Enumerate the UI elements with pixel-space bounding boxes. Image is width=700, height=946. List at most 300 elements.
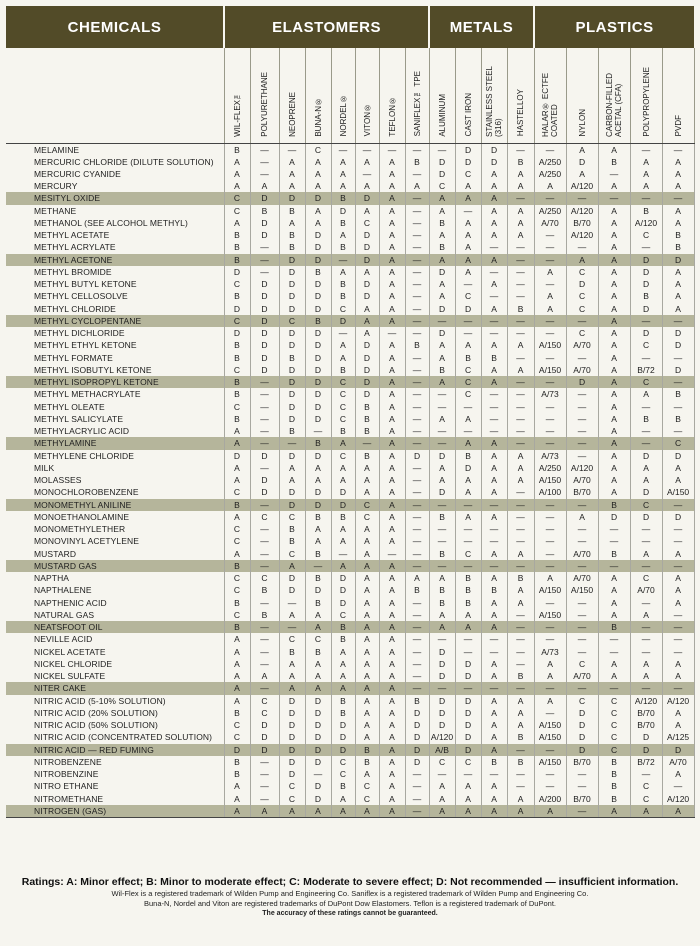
rating-cell: A/120 — [430, 732, 454, 743]
rating-cell: A — [507, 229, 534, 241]
chemical-name: METHYL ACRYLATE — [6, 241, 224, 253]
table-row — [6, 511, 694, 523]
chemical-name: NITRIC ACID (20% SOLUTION) — [6, 707, 224, 719]
rating-cell: B — [429, 584, 455, 596]
rating-cell: D — [250, 719, 279, 731]
rating-cell: — — [305, 425, 331, 437]
rating-cell: A/150 — [534, 609, 566, 621]
column-header-label: STAINLESS STEEL (316) — [485, 65, 504, 137]
rating-cell: D — [455, 731, 481, 743]
rating-cell: — — [481, 327, 507, 339]
rating-cell: — — [598, 560, 630, 572]
rating-cell: A — [224, 805, 250, 818]
chemical-name: METHYL ACETATE — [6, 229, 224, 241]
rating-cell: B — [405, 695, 429, 707]
rating-cell: A — [429, 339, 455, 351]
chemical-name: NITROBENZENE — [6, 756, 224, 768]
rating-cell: A — [507, 462, 534, 474]
rating-cell: D — [455, 156, 481, 168]
rating-cell: A/120 — [566, 180, 598, 192]
chemical-name: NEVILLE ACID — [6, 633, 224, 645]
rating-cell: A — [331, 560, 355, 572]
rating-cell: D — [630, 731, 662, 743]
rating-cell: A — [630, 168, 662, 180]
rating-cell: A — [355, 768, 379, 780]
rating-cell: A — [429, 376, 455, 388]
rating-cell: A — [305, 670, 331, 682]
rating-cell: A — [224, 780, 250, 792]
rating-cell: A — [598, 278, 630, 290]
rating-cell: A — [566, 254, 598, 266]
rating-cell: B — [224, 352, 250, 364]
table-row — [6, 731, 694, 743]
rating-cell: — — [405, 364, 429, 376]
rating-cell: A — [507, 707, 534, 719]
rating-cell: A — [507, 205, 534, 217]
rating-cell: B — [507, 756, 534, 768]
rating-cell: D — [305, 290, 331, 302]
chemical-name: METHYL BUTYL KETONE — [6, 278, 224, 290]
rating-cell: A — [598, 339, 630, 351]
rating-cell: D — [331, 486, 355, 498]
rating-cell: A — [429, 229, 455, 241]
rating-cell: A — [481, 339, 507, 351]
rating-cell: — — [507, 658, 534, 670]
rating-cell: — — [331, 143, 355, 156]
rating-cell: A — [379, 658, 405, 670]
rating-cell: — — [455, 560, 481, 572]
rating-cell: D — [630, 303, 662, 315]
rating-cell: — — [355, 437, 379, 449]
table-row — [6, 217, 694, 229]
rating-cell: D — [630, 327, 662, 339]
rating-cell: D — [224, 266, 250, 278]
rating-cell: C — [355, 793, 379, 805]
rating-cell: A — [507, 548, 534, 560]
group-elastomers: ELASTOMERS — [224, 6, 429, 48]
rating-cell: D — [279, 768, 305, 780]
rating-cell: C — [455, 548, 481, 560]
rating-cell: B — [279, 241, 305, 253]
rating-cell: A — [662, 584, 694, 596]
rating-cell: — — [566, 597, 598, 609]
rating-cell: A — [429, 805, 455, 818]
rating-cell: C — [224, 719, 250, 731]
rating-cell: A — [507, 217, 534, 229]
rating-cell: — — [566, 560, 598, 572]
rating-cell: A — [507, 719, 534, 731]
rating-cell: A — [331, 793, 355, 805]
rating-cell: A — [305, 168, 331, 180]
rating-cell: A — [355, 560, 379, 572]
rating-cell: — — [534, 548, 566, 560]
rating-cell: B — [279, 352, 305, 364]
rating-cell: A — [534, 658, 566, 670]
rating-cell: A — [598, 437, 630, 449]
rating-cell: A — [598, 584, 630, 596]
chemical-name: NITROBENZINE — [6, 768, 224, 780]
chemical-name: MONOETHANOLAMINE — [6, 511, 224, 523]
rating-cell: — — [305, 768, 331, 780]
rating-cell: A — [455, 486, 481, 498]
rating-cell: D — [455, 719, 481, 731]
rating-cell: — — [455, 646, 481, 658]
rating-cell: A — [455, 339, 481, 351]
rating-cell: A — [379, 768, 405, 780]
chemical-name: NITRIC ACID (5-10% SOLUTION) — [6, 695, 224, 707]
rating-cell: A — [379, 450, 405, 462]
rating-cell: — — [566, 805, 598, 818]
table-row-highlighted — [6, 560, 694, 572]
chemical-name: NICKEL SULFATE — [6, 670, 224, 682]
rating-cell: A — [598, 352, 630, 364]
rating-cell: A — [331, 474, 355, 486]
rating-cell: C — [455, 388, 481, 400]
rating-cell: A — [507, 793, 534, 805]
chemical-name: METHYL BROMIDE — [6, 266, 224, 278]
rating-cell: A — [566, 168, 598, 180]
table-row — [6, 278, 694, 290]
rating-cell: — — [630, 192, 662, 204]
rating-cell: D — [405, 707, 429, 719]
rating-cell: A — [379, 474, 405, 486]
rating-cell: A — [598, 609, 630, 621]
rating-cell: — — [429, 401, 455, 413]
rating-cell: B — [250, 609, 279, 621]
table-row — [6, 156, 694, 168]
rating-cell: A — [379, 535, 405, 547]
rating-cell: D — [305, 229, 331, 241]
table-row — [6, 707, 694, 719]
rating-cell: — — [250, 266, 279, 278]
rating-cell: D — [405, 450, 429, 462]
chemical-name: METHYLAMINE — [6, 437, 224, 449]
rating-cell: A/70 — [534, 217, 566, 229]
table-row — [6, 670, 694, 682]
rating-cell: A — [534, 695, 566, 707]
rating-cell: A — [429, 352, 455, 364]
rating-cell: A — [355, 474, 379, 486]
rating-cell: — — [455, 682, 481, 694]
table-row — [6, 609, 694, 621]
rating-cell: D — [566, 744, 598, 756]
chemical-name: METHYL ACETONE — [6, 254, 224, 266]
group-metals: METALS — [429, 6, 534, 48]
rating-cell: C — [331, 376, 355, 388]
column-header-label: WIL-FLEX™ — [232, 90, 242, 137]
rating-cell: — — [250, 658, 279, 670]
rating-cell: — — [507, 290, 534, 302]
rating-cell: B — [598, 548, 630, 560]
rating-cell: A — [379, 719, 405, 731]
rating-cell: — — [429, 315, 455, 327]
rating-cell: C — [331, 609, 355, 621]
rating-cell: A — [379, 780, 405, 792]
rating-cell: A — [662, 156, 694, 168]
rating-cell: D — [429, 658, 455, 670]
rating-cell: A — [379, 499, 405, 511]
rating-cell: — — [507, 278, 534, 290]
rating-cell: A/250 — [534, 462, 566, 474]
rating-cell: — — [566, 241, 598, 253]
rating-cell: A — [250, 805, 279, 818]
column-header-label: CAST IRON — [463, 93, 473, 137]
chemical-name: NITRO ETHANE — [6, 780, 224, 792]
chemical-name: METHYL ISOPROPYL KETONE — [6, 376, 224, 388]
rating-cell: D — [279, 756, 305, 768]
rating-cell: — — [250, 156, 279, 168]
rating-cell: D — [279, 731, 305, 743]
rating-cell: A — [355, 535, 379, 547]
rating-cell: — — [481, 241, 507, 253]
rating-cell: B — [598, 768, 630, 780]
rating-cell: B — [331, 780, 355, 792]
rating-cell: A — [630, 388, 662, 400]
rating-cell: D — [250, 364, 279, 376]
rating-cell: D — [481, 143, 507, 156]
rating-cell: — — [507, 376, 534, 388]
rating-cell: C — [279, 793, 305, 805]
rating-cell: D — [662, 339, 694, 351]
rating-cell: — — [534, 535, 566, 547]
rating-cell: C — [305, 633, 331, 645]
rating-cell: B — [331, 511, 355, 523]
rating-cell: A — [455, 474, 481, 486]
rating-cell: A — [429, 572, 455, 584]
table-row-highlighted — [6, 682, 694, 694]
rating-cell: A — [279, 658, 305, 670]
rating-cell: C — [224, 192, 250, 204]
rating-cell: A — [355, 156, 379, 168]
rating-cell: D — [250, 327, 279, 339]
rating-cell: — — [405, 376, 429, 388]
rating-cell: — — [481, 682, 507, 694]
rating-cell: D — [630, 744, 662, 756]
rating-cell: — — [405, 646, 429, 658]
rating-cell: — — [507, 633, 534, 645]
rating-cell: D — [305, 303, 331, 315]
rating-cell: A/200 — [534, 793, 566, 805]
chemical-name: METHYL ETHYL KETONE — [6, 339, 224, 351]
rating-cell: A — [566, 143, 598, 156]
rating-cell: — — [405, 168, 429, 180]
rating-cell: D — [279, 450, 305, 462]
table-row-highlighted — [6, 437, 694, 449]
rating-cell: — — [481, 768, 507, 780]
rating-cell: — — [630, 315, 662, 327]
table-row — [6, 523, 694, 535]
rating-cell: C — [331, 303, 355, 315]
rating-cell: A — [481, 744, 507, 756]
rating-cell: — — [250, 401, 279, 413]
rating-cell: D — [355, 388, 379, 400]
rating-cell: D — [279, 327, 305, 339]
trademark-note-2: Buna-N, Nordel and Viton are registered trademarks of DuPont Dow Elastomers. Teflon is a registered trademark of DuPont. — [143, 899, 556, 908]
rating-cell: C — [224, 315, 250, 327]
rating-cell: — — [355, 168, 379, 180]
column-header — [224, 48, 250, 143]
rating-cell: — — [405, 793, 429, 805]
rating-cell: B — [331, 695, 355, 707]
rating-cell: — — [630, 633, 662, 645]
rating-cell: A — [305, 609, 331, 621]
column-header — [598, 48, 630, 143]
rating-cell: A — [305, 805, 331, 818]
rating-cell: A/70 — [630, 584, 662, 596]
rating-cell: A — [355, 695, 379, 707]
rating-cell: A/150 — [534, 474, 566, 486]
chemical-name: NITROMETHANE — [6, 793, 224, 805]
compatibility-table — [6, 6, 695, 818]
rating-cell: D — [279, 266, 305, 278]
table-row-highlighted — [6, 315, 694, 327]
rating-cell: D — [279, 192, 305, 204]
rating-cell: B — [481, 756, 507, 768]
rating-cell: B — [224, 229, 250, 241]
rating-cell: A — [481, 621, 507, 633]
rating-cell: A — [598, 327, 630, 339]
rating-cell: — — [405, 278, 429, 290]
rating-cell: A/150 — [534, 756, 566, 768]
rating-cell: A — [250, 670, 279, 682]
rating-cell: — — [507, 327, 534, 339]
rating-cell: A/73 — [534, 646, 566, 658]
chemical-name: METHANE — [6, 205, 224, 217]
column-header-label: TEFLON® — [387, 95, 397, 137]
rating-cell: — — [481, 266, 507, 278]
rating-cell: D — [429, 695, 455, 707]
column-header-label: POLYPROPYLENE — [641, 66, 651, 137]
rating-cell: B — [429, 241, 455, 253]
rating-cell: B — [305, 315, 331, 327]
rating-cell: — — [662, 609, 694, 621]
rating-cell: — — [405, 633, 429, 645]
rating-cell: C — [566, 327, 598, 339]
chemical-name: NICKEL CHLORIDE — [6, 658, 224, 670]
rating-cell: D — [305, 364, 331, 376]
chemical-name: METHYL CELLOSOLVE — [6, 290, 224, 302]
rating-cell: — — [250, 682, 279, 694]
rating-cell: A — [598, 266, 630, 278]
rating-cell: B — [455, 352, 481, 364]
rating-cell: A — [379, 315, 405, 327]
rating-cell: B — [305, 266, 331, 278]
rating-cell: A — [481, 719, 507, 731]
rating-cell: B/70 — [566, 793, 598, 805]
rating-cell: A/120 — [566, 462, 598, 474]
rating-cell: — — [481, 499, 507, 511]
rating-cell: — — [429, 425, 455, 437]
rating-cell: B — [331, 425, 355, 437]
table-row — [6, 401, 694, 413]
rating-cell: — — [630, 425, 662, 437]
rating-cell: B — [224, 143, 250, 156]
rating-cell: — — [662, 535, 694, 547]
rating-cell: — — [429, 768, 455, 780]
rating-cell: — — [662, 523, 694, 535]
rating-cell: A — [455, 266, 481, 278]
rating-cell: A — [379, 572, 405, 584]
rating-cell: A — [630, 609, 662, 621]
rating-cell: — — [405, 768, 429, 780]
column-header-label: CARBON-FILLED ACETAL (CFA) — [605, 72, 624, 137]
rating-cell: B — [429, 597, 455, 609]
rating-cell: — — [481, 646, 507, 658]
rating-cell: — — [507, 646, 534, 658]
rating-cell: — — [630, 523, 662, 535]
rating-cell: D — [305, 376, 331, 388]
rating-cell: — — [455, 523, 481, 535]
table-row — [6, 352, 694, 364]
rating-cell: A — [481, 572, 507, 584]
rating-cell: B — [250, 584, 279, 596]
rating-cell: — — [507, 621, 534, 633]
rating-cell: — — [507, 780, 534, 792]
rating-cell: D — [224, 450, 250, 462]
rating-cell: A — [305, 621, 331, 633]
rating-cell: — — [250, 143, 279, 156]
rating-cell: A — [507, 805, 534, 818]
rating-cell: A — [662, 278, 694, 290]
rating-cell: A — [630, 474, 662, 486]
rating-cell: C — [630, 339, 662, 351]
rating-cell: D — [455, 695, 481, 707]
column-header — [566, 48, 598, 143]
rating-cell: — — [534, 254, 566, 266]
rating-cell: — — [507, 143, 534, 156]
rating-cell: — — [662, 633, 694, 645]
rating-cell: A — [534, 180, 566, 192]
rating-cell: A — [429, 793, 455, 805]
rating-cell: A — [224, 180, 250, 192]
rating-cell: D — [481, 156, 507, 168]
rating-cell: — — [598, 168, 630, 180]
rating-cell: A — [379, 744, 405, 756]
rating-cell: A — [379, 413, 405, 425]
rating-cell: B — [429, 511, 455, 523]
rating-cell: D — [279, 572, 305, 584]
rating-cell: A — [455, 241, 481, 253]
rating-cell: — — [455, 315, 481, 327]
rating-cell: D — [429, 646, 455, 658]
rating-cell: — — [630, 682, 662, 694]
chemical-name: NITRIC ACID (50% SOLUTION) — [6, 719, 224, 731]
rating-cell: C — [331, 756, 355, 768]
rating-cell: — — [405, 658, 429, 670]
rating-cell: — — [630, 560, 662, 572]
rating-cell: A — [598, 364, 630, 376]
rating-cell: A/70 — [566, 364, 598, 376]
rating-cell: A — [331, 156, 355, 168]
rating-cell: A — [598, 388, 630, 400]
rating-cell: D — [455, 143, 481, 156]
rating-cell: — — [331, 327, 355, 339]
rating-cell: — — [405, 462, 429, 474]
table-row — [6, 535, 694, 547]
rating-cell: — — [534, 241, 566, 253]
rating-cell: D — [355, 339, 379, 351]
rating-cell: A — [507, 180, 534, 192]
ratings-legend: Ratings: A: Minor effect; B: Minor to moderate effect; C: Moderate to severe effect; D: Not recommended — insufficient information. — [21, 876, 679, 888]
rating-cell: C — [566, 290, 598, 302]
rating-cell: — — [481, 633, 507, 645]
rating-cell: — — [405, 401, 429, 413]
rating-cell: A — [455, 254, 481, 266]
column-header — [331, 48, 355, 143]
rating-cell: A — [429, 780, 455, 792]
rating-cell: — — [534, 707, 566, 719]
rating-cell: B — [429, 548, 455, 560]
